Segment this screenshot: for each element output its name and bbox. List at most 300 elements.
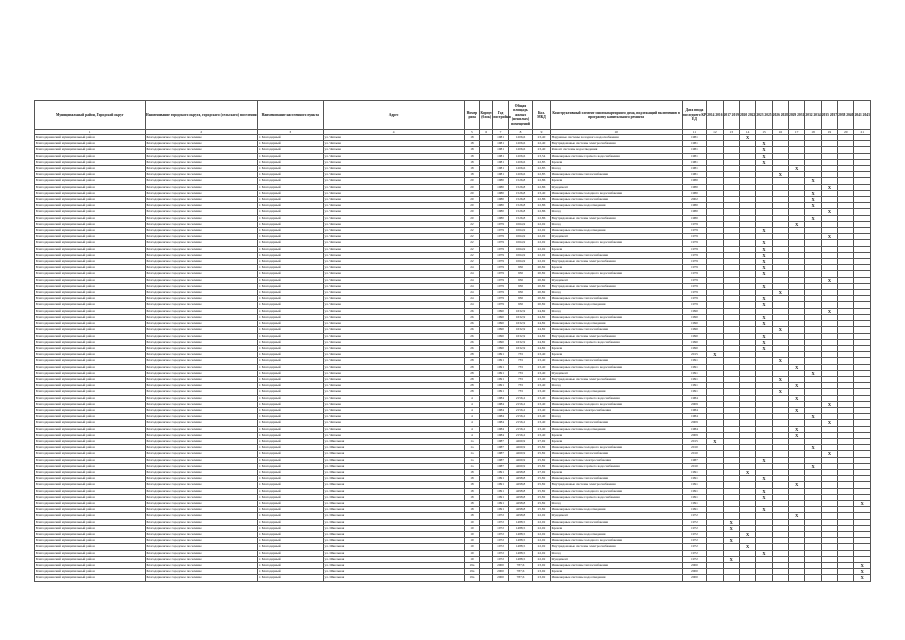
mkd-count-cell: 23,40 — [533, 352, 550, 358]
period-cell: X — [723, 525, 739, 531]
period-cell: X — [756, 240, 772, 246]
build-year-cell: 1972 — [493, 519, 508, 525]
area-cell: 735 — [508, 370, 533, 376]
mkd-count-cell: 22,86 — [533, 203, 550, 209]
period-cell: X — [821, 234, 837, 240]
area-cell: 1064,9 — [508, 246, 533, 252]
settlement-cell: Благодарненское городское поселение — [145, 395, 258, 401]
mkd-count-cell: 23,40 — [533, 395, 550, 401]
street-cell: ул. Чапаева — [323, 277, 464, 283]
settlement-cell: Благодарненское городское поселение — [145, 339, 258, 345]
house-number-cell: 1а — [464, 463, 479, 469]
mkd-count-cell: 24,82 — [533, 333, 550, 339]
last-repair-date-cell: 2010 — [682, 463, 707, 469]
area-cell: 735 — [508, 352, 533, 358]
column-number: 2 — [145, 130, 258, 135]
settlement-cell: Благодарненское городское поселение — [145, 271, 258, 277]
house-number-cell: 20 — [464, 215, 479, 221]
last-repair-date-cell: 1990 — [682, 333, 707, 339]
last-repair-date-cell: 2000 — [682, 575, 707, 581]
settlement-cell: Благодарненское городское поселение — [145, 376, 258, 382]
period-cell: X — [821, 401, 837, 407]
element-cell: Кровля — [550, 438, 682, 444]
mkd-count-cell: 25,82 — [533, 476, 550, 482]
header-cell: Корпус (блок) — [480, 101, 493, 130]
house-number-cell: 1а — [464, 451, 479, 457]
build-year-cell: 1984 — [493, 414, 508, 420]
build-year-cell: 1979 — [493, 246, 508, 252]
mkd-count-cell: 20,82 — [533, 302, 550, 308]
mkd-count-cell: 24,82 — [533, 321, 550, 327]
settlement-cell: Благодарненское городское поселение — [145, 190, 258, 196]
locality-cell: г. Благодарный — [258, 166, 323, 172]
district-cell: Благодарненский муниципальный район — [35, 166, 146, 172]
street-cell: ул. Чапаева — [323, 147, 464, 153]
locality-cell: г. Благодарный — [258, 500, 323, 506]
area-cell: 1206,6 — [508, 172, 533, 178]
last-repair-date-cell: 1979 — [682, 259, 707, 265]
district-cell: Благодарненский муниципальный район — [35, 532, 146, 538]
locality-cell: г. Благодарный — [258, 308, 323, 314]
district-cell: Благодарненский муниципальный район — [35, 135, 146, 141]
element-cell: Фасад — [550, 383, 682, 389]
last-repair-date-cell: 2015 — [682, 352, 707, 358]
element-cell: Кровля — [550, 569, 682, 575]
street-cell: ул. Чапаева — [323, 364, 464, 370]
element-cell: Инженерные системы холодного водоснабжения — [550, 314, 682, 320]
column-number: 9 — [533, 130, 550, 135]
build-year-cell: 1979 — [493, 259, 508, 265]
locality-cell: г. Благодарный — [258, 507, 323, 513]
mkd-count-cell: 23,40 — [533, 190, 550, 196]
district-cell: Благодарненский муниципальный район — [35, 538, 146, 544]
period-cell: X — [789, 426, 805, 432]
house-number-cell: 28 — [464, 383, 479, 389]
street-cell: ул. Чапаева — [323, 352, 464, 358]
build-year-cell: 1980 — [493, 184, 508, 190]
element-cell: Инженерные системы теплоснабжения — [550, 197, 682, 203]
street-cell: ул. Чапаева — [323, 314, 464, 320]
mkd-count-cell: 22,02 — [533, 532, 550, 538]
district-cell: Благодарненский муниципальный район — [35, 513, 146, 519]
district-cell: Благодарненский муниципальный район — [35, 469, 146, 475]
element-cell: Инженерные системы горячего водоснабжения — [550, 463, 682, 469]
period-cell: X — [756, 246, 772, 252]
last-repair-date-cell: 1981 — [682, 141, 707, 147]
element-cell: Инженерные системы водоотведения — [550, 507, 682, 513]
street-cell: ул. Чапаева — [323, 259, 464, 265]
area-cell: 1526,8 — [508, 203, 533, 209]
area-cell: 1526,8 — [508, 190, 533, 196]
area-cell: 2156,2 — [508, 426, 533, 432]
element-cell: Фасад — [550, 221, 682, 227]
mkd-count-cell: 22,02 — [533, 246, 550, 252]
settlement-cell: Благодарненское городское поселение — [145, 383, 258, 389]
last-repair-date-cell: 1984 — [682, 414, 707, 420]
street-cell: ул. Чапаева — [323, 389, 464, 395]
locality-cell: г. Благодарный — [258, 234, 323, 240]
district-cell: Благодарненский муниципальный район — [35, 445, 146, 451]
period-cell: X — [772, 172, 788, 178]
element-cell: Наружные системы холодного водоснабжения — [550, 135, 682, 141]
element-cell: Инженерные системы водоотведения — [550, 532, 682, 538]
element-cell: Фасад — [550, 500, 682, 506]
last-repair-date-cell: 1991 — [682, 364, 707, 370]
last-repair-date-cell: 1991 — [682, 389, 707, 395]
period-cell: X — [739, 544, 755, 550]
street-cell: ул. Школьная — [323, 575, 464, 581]
district-cell: Благодарненский муниципальный район — [35, 476, 146, 482]
district-cell: Благодарненский муниципальный район — [35, 339, 146, 345]
area-cell: 1526,8 — [508, 209, 533, 215]
period-cell: X — [805, 197, 821, 203]
area-cell: 930 — [508, 265, 533, 271]
area-cell: 4298,8 — [508, 469, 533, 475]
last-repair-date-cell: 1979 — [682, 265, 707, 271]
header-cell: 2035 2037 — [821, 101, 837, 130]
locality-cell: г. Благодарный — [258, 172, 323, 178]
locality-cell: г. Благодарный — [258, 370, 323, 376]
district-cell: Благодарненский муниципальный район — [35, 563, 146, 569]
mkd-count-cell: 24,82 — [533, 308, 550, 314]
period-cell: X — [821, 209, 837, 215]
settlement-cell: Благодарненское городское поселение — [145, 401, 258, 407]
block-cell — [480, 575, 493, 581]
last-repair-date-cell: 1990 — [682, 321, 707, 327]
settlement-cell: Благодарненское городское поселение — [145, 358, 258, 364]
period-cell: X — [805, 445, 821, 451]
build-year-cell: 1987 — [493, 463, 508, 469]
area-cell: 930 — [508, 283, 533, 289]
last-repair-date-cell: 2015 — [682, 438, 707, 444]
header-cell: 2017 2019 — [723, 101, 739, 130]
district-cell: Благодарненский муниципальный район — [35, 159, 146, 165]
locality-cell: г. Благодарный — [258, 203, 323, 209]
street-cell: ул. Чапаева — [323, 184, 464, 190]
house-number-cell: 19 — [464, 538, 479, 544]
column-number: 21 — [854, 130, 871, 135]
last-repair-date-cell: 1972 — [682, 519, 707, 525]
element-cell: Фундамент — [550, 234, 682, 240]
settlement-cell: Благодарненское городское поселение — [145, 500, 258, 506]
street-cell: ул. Чапаева — [323, 209, 464, 215]
locality-cell: г. Благодарный — [258, 141, 323, 147]
mkd-count-cell: 22,86 — [533, 209, 550, 215]
settlement-cell: Благодарненское городское поселение — [145, 426, 258, 432]
mkd-count-cell: 24,82 — [533, 314, 550, 320]
build-year-cell: 1980 — [493, 209, 508, 215]
house-number-cell: 19 — [464, 532, 479, 538]
build-year-cell: 1979 — [493, 271, 508, 277]
column-number: 19 — [821, 130, 837, 135]
mkd-count-cell: 25,82 — [533, 500, 550, 506]
house-number-cell: 18 — [464, 494, 479, 500]
house-number-cell: 18 — [464, 159, 479, 165]
locality-cell: г. Благодарный — [258, 221, 323, 227]
last-repair-date-cell: 1990 — [682, 327, 707, 333]
settlement-cell: Благодарненское городское поселение — [145, 296, 258, 302]
area-cell: 1488,5 — [508, 519, 533, 525]
last-repair-date-cell: 1981 — [682, 147, 707, 153]
mkd-count-cell: 22,02 — [533, 228, 550, 234]
district-cell: Благодарненский муниципальный район — [35, 221, 146, 227]
street-cell: ул. Чапаева — [323, 215, 464, 221]
district-cell: Благодарненский муниципальный район — [35, 345, 146, 351]
build-year-cell: 1979 — [493, 221, 508, 227]
area-cell: 4298,8 — [508, 482, 533, 488]
header-cell: 2014 2016 — [707, 101, 723, 130]
last-repair-date-cell: 1972 — [682, 538, 707, 544]
build-year-cell: 1991 — [493, 358, 508, 364]
house-number-cell: 18 — [464, 513, 479, 519]
build-year-cell: 1991 — [493, 482, 508, 488]
mkd-count-cell: 20,82 — [533, 265, 550, 271]
settlement-cell: Благодарненское городское поселение — [145, 519, 258, 525]
district-cell: Благодарненский муниципальный район — [35, 457, 146, 463]
element-cell: Инженерные системы водоотведения — [550, 228, 682, 234]
area-cell: 1206,6 — [508, 135, 533, 141]
period-cell: X — [707, 352, 723, 358]
locality-cell: г. Благодарный — [258, 563, 323, 569]
area-cell: 2156,2 — [508, 395, 533, 401]
build-year-cell: 1987 — [493, 457, 508, 463]
settlement-cell: Благодарненское городское поселение — [145, 451, 258, 457]
settlement-cell: Благодарненское городское поселение — [145, 432, 258, 438]
locality-cell: г. Благодарный — [258, 190, 323, 196]
settlement-cell: Благодарненское городское поселение — [145, 345, 258, 351]
period-cell: X — [772, 290, 788, 296]
locality-cell: г. Благодарный — [258, 395, 323, 401]
house-number-cell: 28 — [464, 370, 479, 376]
area-cell: 787,6 — [508, 575, 533, 581]
build-year-cell: 1991 — [493, 383, 508, 389]
locality-cell: г. Благодарный — [258, 259, 323, 265]
house-number-cell: 18 — [464, 469, 479, 475]
mkd-count-cell: 22,02 — [533, 252, 550, 258]
house-number-cell: 18 — [464, 166, 479, 172]
build-year-cell: 1972 — [493, 538, 508, 544]
district-cell: Благодарненский муниципальный район — [35, 308, 146, 314]
period-cell — [756, 575, 772, 581]
period-cell: X — [805, 215, 821, 221]
element-cell: Кровля — [550, 345, 682, 351]
element-cell: Инженерные системы горячего водоснабжения — [550, 494, 682, 500]
last-repair-date-cell: 1979 — [682, 302, 707, 308]
locality-cell: г. Благодарный — [258, 513, 323, 519]
house-number-cell: 4 — [464, 432, 479, 438]
element-cell: Внутридомовые системы электроснабжения — [550, 283, 682, 289]
column-number: 12 — [707, 130, 723, 135]
district-cell: Благодарненский муниципальный район — [35, 178, 146, 184]
header-cell: 2038 2040 — [838, 101, 854, 130]
house-number-cell: 28 — [464, 376, 479, 382]
street-cell: ул. Школьная — [323, 525, 464, 531]
settlement-cell: Благодарненское городское поселение — [145, 178, 258, 184]
build-year-cell: 1981 — [493, 153, 508, 159]
house-number-cell: 18 — [464, 482, 479, 488]
district-cell: Благодарненский муниципальный район — [35, 290, 146, 296]
area-cell: 735 — [508, 358, 533, 364]
locality-cell: г. Благодарный — [258, 383, 323, 389]
area-cell: 4260,9 — [508, 463, 533, 469]
locality-cell: г. Благодарный — [258, 240, 323, 246]
district-cell: Благодарненский муниципальный район — [35, 296, 146, 302]
build-year-cell: 1987 — [493, 445, 508, 451]
element-cell: Инженерные системы водоотведения — [550, 575, 682, 581]
build-year-cell: 1990 — [493, 321, 508, 327]
house-number-cell: 26 — [464, 308, 479, 314]
header-cell: Год постройки — [493, 101, 508, 130]
build-year-cell: 1981 — [493, 159, 508, 165]
period-cell: X — [854, 575, 871, 581]
build-year-cell: 1972 — [493, 550, 508, 556]
area-cell: 1206,6 — [508, 141, 533, 147]
element-cell: Кровля — [550, 178, 682, 184]
mkd-count-cell: 22,02 — [533, 259, 550, 265]
element-cell: Инженерные системы водоотведения — [550, 321, 682, 327]
house-number-cell: 20 — [464, 178, 479, 184]
settlement-cell: Благодарненское городское поселение — [145, 563, 258, 569]
build-year-cell: 1984 — [493, 420, 508, 426]
mkd-count-cell: 22,85 — [533, 166, 550, 172]
last-repair-date-cell: 1991 — [682, 370, 707, 376]
column-number: 3 — [258, 130, 323, 135]
area-cell: 1632,9 — [508, 321, 533, 327]
house-number-cell: 1а — [464, 438, 479, 444]
build-year-cell: 1981 — [493, 141, 508, 147]
mkd-count-cell: 22,85 — [533, 159, 550, 165]
house-number-cell: 18 — [464, 172, 479, 178]
settlement-cell: Благодарненское городское поселение — [145, 240, 258, 246]
settlement-cell: Благодарненское городское поселение — [145, 482, 258, 488]
settlement-cell: Благодарненское городское поселение — [145, 265, 258, 271]
element-cell: Фасад — [550, 209, 682, 215]
locality-cell: г. Благодарный — [258, 277, 323, 283]
column-number: 18 — [805, 130, 821, 135]
build-year-cell: 1990 — [493, 314, 508, 320]
district-cell: Благодарненский муниципальный район — [35, 153, 146, 159]
locality-cell: г. Благодарный — [258, 469, 323, 475]
mkd-count-cell: 23,40 — [533, 389, 550, 395]
last-repair-date-cell: 1979 — [682, 246, 707, 252]
district-cell: Благодарненский муниципальный район — [35, 550, 146, 556]
element-cell: Инженерные системы электроснабжения — [550, 407, 682, 413]
district-cell: Благодарненский муниципальный район — [35, 383, 146, 389]
district-cell: Благодарненский муниципальный район — [35, 209, 146, 215]
settlement-cell: Благодарненское городское поселение — [145, 333, 258, 339]
settlement-cell: Благодарненское городское поселение — [145, 277, 258, 283]
element-cell: Инженерные системы холодного водоснабжения — [550, 445, 682, 451]
settlement-cell: Благодарненское городское поселение — [145, 364, 258, 370]
build-year-cell: 1990 — [493, 339, 508, 345]
period-cell: X — [805, 414, 821, 420]
mkd-count-cell: 25,82 — [533, 494, 550, 500]
last-repair-date-cell: 1979 — [682, 271, 707, 277]
locality-cell: г. Благодарный — [258, 265, 323, 271]
last-repair-date-cell: 1979 — [682, 283, 707, 289]
header-cell: Наименование населенного пункта — [258, 101, 323, 130]
area-cell: 1206,6 — [508, 147, 533, 153]
element-cell: Инженерные системы водоотведения — [550, 302, 682, 308]
street-cell: ул. Школьная — [323, 469, 464, 475]
street-cell: ул. Чапаева — [323, 414, 464, 420]
period-cell: X — [805, 203, 821, 209]
locality-cell: г. Благодарный — [258, 296, 323, 302]
locality-cell: г. Благодарный — [258, 376, 323, 382]
element-cell: Внутридомовые системы электроснабжения — [550, 259, 682, 265]
element-cell: Инженерные системы горячего водоснабжения — [550, 153, 682, 159]
area-cell: 735 — [508, 383, 533, 389]
last-repair-date-cell: 1980 — [682, 190, 707, 196]
area-cell: 735 — [508, 364, 533, 370]
street-cell: ул. Чапаева — [323, 271, 464, 277]
street-cell: ул. Чапаева — [323, 383, 464, 389]
period-cell — [805, 575, 821, 581]
house-number-cell: 19 — [464, 544, 479, 550]
build-year-cell: 1991 — [493, 364, 508, 370]
element-cell: Фасад — [550, 166, 682, 172]
area-cell: 1632,9 — [508, 327, 533, 333]
element-cell: Внутридомовые системы электроснабжения — [550, 376, 682, 382]
last-repair-date-cell: 1979 — [682, 252, 707, 258]
house-number-cell: 4 — [464, 420, 479, 426]
house-number-cell: 24 — [464, 302, 479, 308]
house-number-cell: 1а — [464, 445, 479, 451]
settlement-cell: Благодарненское городское поселение — [145, 569, 258, 575]
street-cell: ул. Школьная — [323, 544, 464, 550]
period-cell: X — [805, 190, 821, 196]
last-repair-date-cell: 2002 — [682, 197, 707, 203]
locality-cell: г. Благодарный — [258, 290, 323, 296]
mkd-count-cell: 23,54 — [533, 153, 550, 159]
element-cell: Внутридомовые системы электроснабжения — [550, 333, 682, 339]
locality-cell: г. Благодарный — [258, 525, 323, 531]
element-cell: Кровля — [550, 469, 682, 475]
area-cell: 930 — [508, 271, 533, 277]
district-cell: Благодарненский муниципальный район — [35, 420, 146, 426]
street-cell: ул. Чапаева — [323, 178, 464, 184]
build-year-cell: 1991 — [493, 469, 508, 475]
period-cell: X — [854, 569, 871, 575]
area-cell: 1632,9 — [508, 333, 533, 339]
settlement-cell: Благодарненское городское поселение — [145, 302, 258, 308]
house-number-cell: 4 — [464, 426, 479, 432]
settlement-cell: Благодарненское городское поселение — [145, 172, 258, 178]
district-cell: Благодарненский муниципальный район — [35, 352, 146, 358]
house-number-cell: 26 — [464, 321, 479, 327]
element-cell: Инженерные системы теплоснабжения — [550, 296, 682, 302]
element-cell: Фундамент — [550, 184, 682, 190]
mkd-count-cell: 23,40 — [533, 426, 550, 432]
street-cell: ул. Школьная — [323, 550, 464, 556]
locality-cell: г. Благодарный — [258, 451, 323, 457]
area-cell: 4260,9 — [508, 438, 533, 444]
district-cell: Благодарненский муниципальный район — [35, 228, 146, 234]
house-number-cell: 20 — [464, 197, 479, 203]
table-body — [35, 135, 871, 582]
element-cell: Инженерные системы теплоснабжения — [550, 476, 682, 482]
build-year-cell: 1984 — [493, 407, 508, 413]
element-cell: Внутридомовые системы электроснабжения — [550, 215, 682, 221]
period-cell: X — [723, 556, 739, 562]
table-row — [35, 575, 871, 581]
element-cell: Инженерные системы холодного водоснабжения — [550, 538, 682, 544]
period-cell: X — [772, 358, 788, 364]
element-cell: Инженерные системы теплоснабжения — [550, 451, 682, 457]
last-repair-date-cell: 1980 — [682, 184, 707, 190]
period-cell: X — [756, 228, 772, 234]
street-cell: ул. Чапаева — [323, 141, 464, 147]
